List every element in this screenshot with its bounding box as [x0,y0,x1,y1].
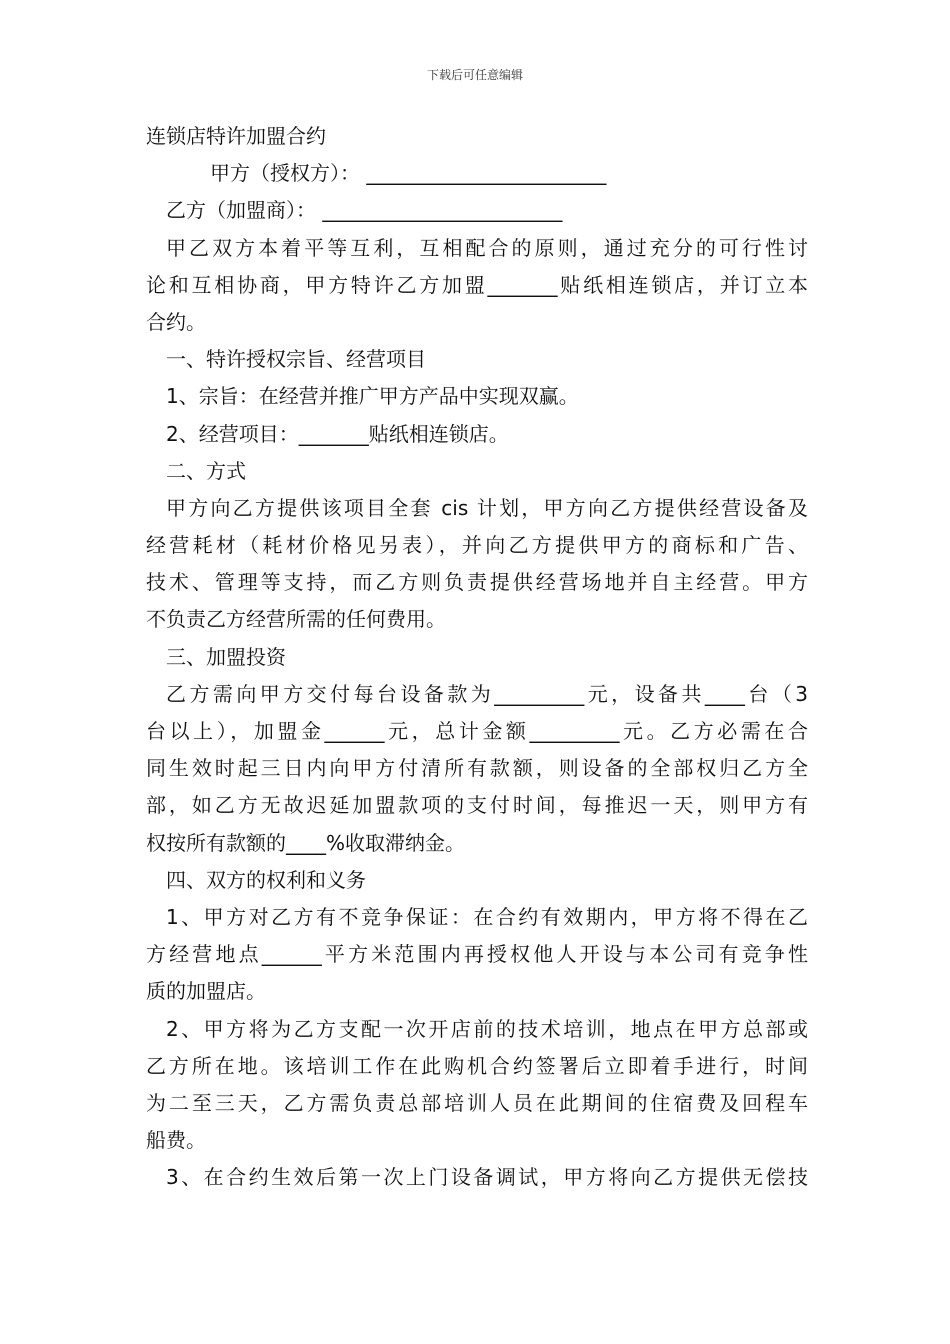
text-line: 甲乙双方本着平等互利，互相配合的原则，通过充分的可行性讨 [166,235,808,260]
text-line: 经营耗材（耗材价格见另表），并向乙方提供甲方的商标和广告、 [146,533,808,558]
text-line: 2、甲方将为乙方支配一次开店前的技术培训，地点在甲方总部或 [166,1016,808,1041]
text-line: 甲方（授权方）： ________________________ [210,161,607,186]
text-line: 乙方（加盟商）： ________________________ [166,198,563,223]
text-line: 论和互相协商，甲方特许乙方加盟_______贴纸相连锁店，并订立本 [146,272,808,297]
text-line: 不负责乙方经营所需的任何费用。 [146,607,446,632]
text-line: 同生效时起三日内向甲方付清所有款额，则设备的全部权归乙方全 [146,756,808,781]
text-line: 乙方需向甲方交付每台设备款为_________元，设备共____台（3 [166,681,808,706]
text-line: 三、加盟投资 [166,644,286,669]
text-line: 为二至三天，乙方需负责总部培训人员在此期间的住宿费及回程车 [146,1090,808,1115]
text-line: 1、甲方对乙方有不竞争保证：在合约有效期内，甲方将不得在乙 [166,904,808,929]
text-line: 船费。 [146,1128,206,1153]
text-line: 技术、管理等支持，而乙方则负责提供经营场地并自主经营。甲方 [146,570,808,595]
text-line: 合约。 [146,309,206,334]
document-body [146,118,808,1196]
text-line: 甲方向乙方提供该项目全套 cis 计划，甲方向乙方提供经营设备及 [166,495,808,520]
text-line: 四、双方的权利和义务 [166,867,366,892]
text-line: 2、经营项目：_______贴纸相连锁店。 [166,421,509,446]
text-line: 台以上），加盟金______元，总计金额_________元。乙方必需在合 [146,719,808,743]
text-line: 一、特许授权宗旨、经营项目 [166,347,426,372]
page-header: 下载后可任意编辑 [426,68,523,82]
document-title: 连锁店特许加盟合约 [146,124,326,148]
text-line: 1、宗旨：在经营并推广甲方产品中实现双赢。 [166,384,579,409]
text-line: 部，如乙方无故迟延加盟款项的支付时间，每推迟一天，则甲方有 [146,793,808,818]
text-line: 方经营地点______平方米范围内再授权他人开设与本公司有竞争性 [146,942,808,967]
text-line: 质的加盟店。 [146,979,266,1004]
text-line: 3、在合约生效后第一次上门设备调试，甲方将向乙方提供无偿技 [166,1165,808,1190]
text-line: 乙方所在地。该培训工作在此购机合约签署后立即着手进行，时间 [146,1053,808,1078]
text-line: 二、方式 [166,458,246,483]
text-line: 权按所有款额的____%收取滞纳金。 [146,830,466,855]
